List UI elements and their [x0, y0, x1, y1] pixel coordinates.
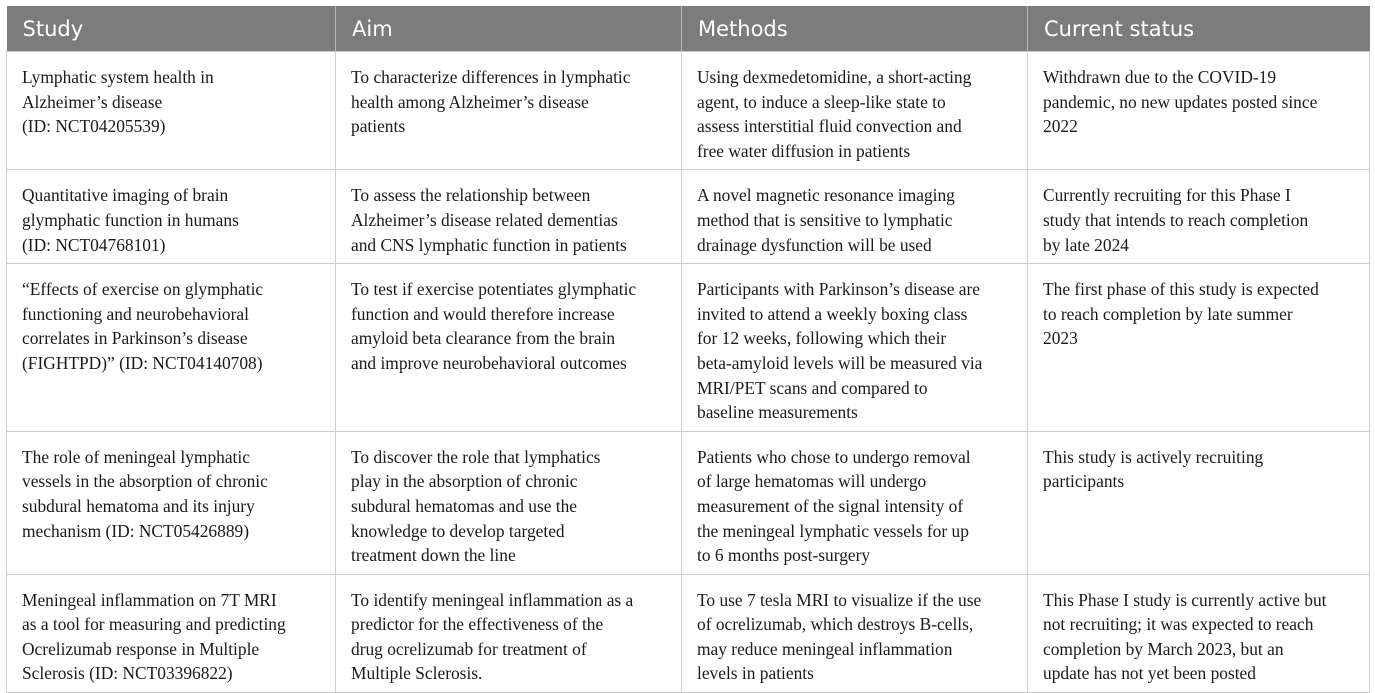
cell-study	[7, 264, 336, 432]
cell-text-line: and CNS lymphatic function in patients	[351, 234, 627, 255]
table-row	[7, 574, 1370, 692]
cell-text-line: beta-amyloid levels will be measured via	[697, 352, 983, 373]
cell-text-line: “Effects of exercise on glymphatic	[22, 279, 264, 300]
cell-text-line: subdural hematomas and use the	[351, 495, 578, 516]
cell-study	[7, 170, 336, 264]
cell-text-line: Quantitative imaging of brain	[22, 185, 229, 206]
cell-text-line: 2023	[1043, 328, 1078, 349]
cell-text-line: method that is sensitive to lymphatic	[697, 209, 953, 230]
cell-text-line: glymphatic function in humans	[22, 209, 239, 230]
cell-text-line: Multiple Sclerosis.	[351, 663, 483, 684]
cell-text-line: the meningeal lymphatic vessels for up	[697, 520, 969, 541]
cell-text-line: play in the absorption of chronic	[351, 471, 578, 492]
cell-text-line: The first phase of this study is expected	[1043, 279, 1319, 300]
cell-study	[7, 52, 336, 170]
cell-text-line: measurement of the signal intensity of	[697, 495, 964, 516]
cell-text-line: (ID: NCT04768101)	[22, 234, 166, 255]
cell-text-line: vessels in the absorption of chronic	[22, 471, 268, 492]
cell-methods	[682, 574, 1028, 692]
table-row	[7, 52, 1370, 170]
header-aim: Aim	[336, 6, 682, 52]
cell-text-line: amyloid beta clearance from the brain	[351, 328, 616, 349]
cell-text-line: update has not yet been posted	[1043, 663, 1256, 684]
cell-text-line: This Phase I study is currently active but	[1043, 589, 1327, 610]
cell-methods	[682, 264, 1028, 432]
cell-text-line: pandemic, no new updates posted since	[1043, 91, 1318, 112]
cell-text-line: Withdrawn due to the COVID-19	[1043, 67, 1277, 87]
cell-text-line: The role of meningeal lymphatic	[22, 446, 250, 467]
cell-status	[1028, 52, 1370, 170]
cell-text-line: predictor for the effectiveness of the	[351, 614, 604, 635]
cell-status	[1028, 574, 1370, 692]
cell-text-line: agent, to induce a sleep-like state to	[697, 91, 946, 112]
cell-methods	[682, 170, 1028, 264]
cell-status	[1028, 264, 1370, 432]
cell-text-line: functioning and neurobehavioral	[22, 303, 249, 324]
cell-aim	[336, 574, 682, 692]
cell-text-line: To identify meningeal inflammation as a	[351, 589, 634, 610]
cell-text-line: invited to attend a weekly boxing class	[697, 303, 968, 324]
cell-study	[7, 574, 336, 692]
cell-text-line: to 6 months post-surgery	[697, 545, 871, 566]
cell-text-line: levels in patients	[697, 663, 814, 684]
clinical-trials-table	[6, 6, 1370, 693]
cell-status	[1028, 170, 1370, 264]
cell-text-line: health among Alzheimer’s disease	[351, 91, 589, 112]
cell-text-line: Using dexmedetomidine, a short-acting	[697, 67, 972, 87]
cell-text-line: MRI/PET scans and compared to	[697, 377, 928, 398]
cell-text-line: not recruiting; it was expected to reach	[1043, 614, 1314, 635]
cell-text-line: patients	[351, 116, 406, 137]
cell-text-line: To characterize differences in lymphatic	[351, 67, 631, 87]
cell-status	[1028, 431, 1370, 574]
cell-text-line: completion by March 2023, but an	[1043, 638, 1284, 659]
cell-text-line: To discover the role that lymphatics	[351, 446, 601, 467]
cell-text-line: Participants with Parkinson’s disease are	[697, 279, 981, 300]
cell-methods	[682, 52, 1028, 170]
cell-methods	[682, 431, 1028, 574]
cell-text-line: correlates in Parkinson’s disease	[22, 328, 248, 349]
table-row	[7, 431, 1370, 574]
cell-text-line: for 12 weeks, following which their	[697, 328, 947, 349]
cell-aim	[336, 264, 682, 432]
table-header-row	[7, 6, 1370, 52]
cell-text-line: of large hematomas will undergo	[697, 471, 927, 492]
cell-text-line: function and would therefore increase	[351, 303, 615, 324]
table-row	[7, 264, 1370, 432]
cell-text-line: drug ocrelizumab for treatment of	[351, 638, 587, 659]
cell-text-line: may reduce meningeal inflammation	[697, 638, 953, 659]
header-methods: Methods	[682, 6, 1028, 52]
cell-text-line: Alzheimer’s disease	[22, 91, 163, 112]
cell-text-line: by late 2024	[1043, 234, 1129, 255]
cell-text-line: 2022	[1043, 116, 1078, 137]
cell-text-line: To use 7 tesla MRI to visualize if the use	[697, 589, 982, 610]
cell-study	[7, 431, 336, 574]
cell-text-line: baseline measurements	[697, 402, 858, 423]
cell-text-line: treatment down the line	[351, 545, 516, 566]
cell-text-line: Meningeal inflammation on 7T MRI	[22, 589, 277, 610]
cell-text-line: Alzheimer’s disease related dementias	[351, 209, 618, 230]
cell-text-line: to reach completion by late summer	[1043, 303, 1293, 324]
cell-text-line: assess interstitial fluid convection and	[697, 116, 962, 137]
cell-text-line: Currently recruiting for this Phase I	[1043, 185, 1291, 206]
cell-text-line: free water diffusion in patients	[697, 140, 911, 161]
cell-text-line: of ocrelizumab, which destroys B-cells,	[697, 614, 974, 635]
cell-text-line: Sclerosis (ID: NCT03396822)	[22, 663, 233, 684]
cell-text-line: Ocrelizumab response in Multiple	[22, 638, 260, 659]
cell-text-line: To assess the relationship between	[351, 185, 591, 206]
cell-text-line: This study is actively recruiting	[1043, 446, 1264, 467]
cell-text-line: drainage dysfunction will be used	[697, 234, 932, 255]
cell-text-line: subdural hematoma and its injury	[22, 495, 255, 516]
cell-text-line: (FIGHTPD)” (ID: NCT04140708)	[22, 352, 263, 373]
cell-aim	[336, 170, 682, 264]
header-study: Study	[7, 6, 336, 52]
cell-aim	[336, 431, 682, 574]
cell-text-line: mechanism (ID: NCT05426889)	[22, 520, 250, 541]
header-current-status: Current status	[1028, 6, 1370, 52]
cell-text-line: To test if exercise potentiates glymphatic	[351, 279, 637, 300]
cell-text-line: participants	[1043, 471, 1125, 492]
cell-aim	[336, 52, 682, 170]
cell-text-line: and improve neurobehavioral outcomes	[351, 352, 627, 373]
cell-text-line: A novel magnetic resonance imaging	[697, 185, 955, 206]
cell-text-line: study that intends to reach completion	[1043, 209, 1309, 230]
cell-text-line: knowledge to develop targeted	[351, 520, 565, 541]
cell-text-line: Patients who chose to undergo removal	[697, 446, 971, 467]
table-row	[7, 170, 1370, 264]
cell-text-line: Lymphatic system health in	[22, 67, 214, 87]
cell-text-line: (ID: NCT04205539)	[22, 116, 166, 137]
cell-text-line: as a tool for measuring and predicting	[22, 614, 286, 635]
clinical-trials-table-container	[6, 6, 1369, 693]
